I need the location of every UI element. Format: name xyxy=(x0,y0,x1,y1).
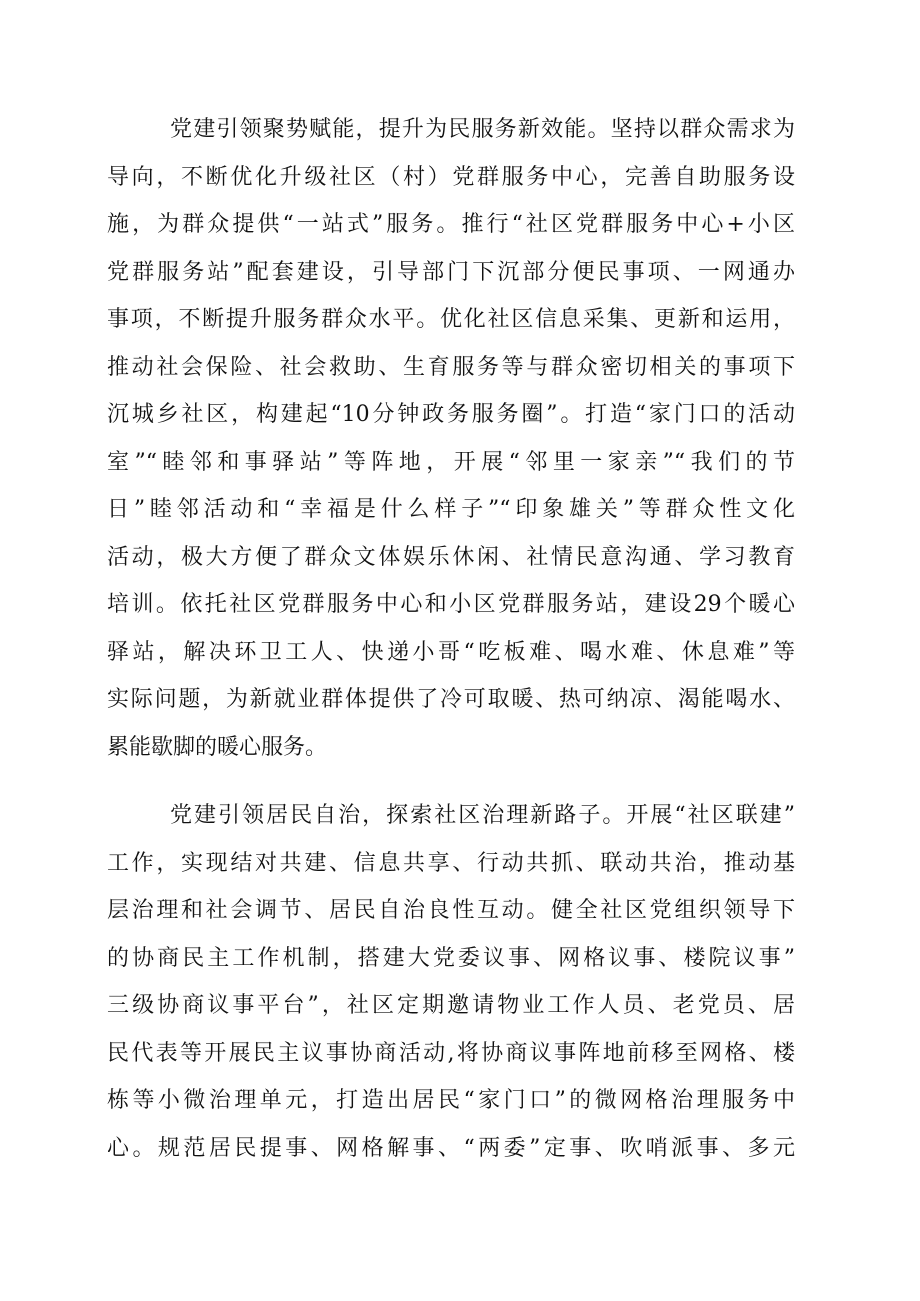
paragraph-service-efficiency xyxy=(107,106,795,771)
text-line: 党建引领聚势赋能，提升为民服务新效能。坚持以群众需求为 xyxy=(170,117,795,142)
text-line: 心。规范居民提事、网格解事、“两委”定事、吹哨派事、多元 xyxy=(107,1135,795,1161)
text-line: 民代表等开展民主议事协商活动,将协商议事阵地前移至网格、楼 xyxy=(107,1040,795,1066)
text-line: 室”“睦邻和事驿站”等阵地，开展“邻里一家亲”“我们的节 xyxy=(107,449,795,475)
text-line: 活动，极大方便了群众文体娱乐休闲、社情民意沟通、学习教育 xyxy=(107,544,795,570)
paragraph-resident-autonomy xyxy=(107,792,795,1172)
text-line: 事项，不断提升服务群众水平。优化社区信息采集、更新和运用， xyxy=(107,307,795,332)
text-line: 驿站，解决环卫工人、快递小哥“吃板难、喝水难、休息难”等 xyxy=(107,639,795,665)
text-line: 党建引领居民自治，探索社区治理新路子。开展“社区联建” xyxy=(170,803,795,828)
text-line: 栋等小微治理单元，打造出居民“家门口”的微网格治理服务中 xyxy=(107,1088,795,1113)
text-line: 导向，不断优化升级社区（村）党群服务中心，完善自助服务设 xyxy=(107,164,795,190)
text-line: 层治理和社会调节、居民自治良性互动。健全社区党组织领导下 xyxy=(107,898,795,923)
text-line: 实际问题，为新就业群体提供了冷可取暖、热可纳凉、渴能喝水、 xyxy=(107,687,795,712)
text-line: 培训。依托社区党群服务中心和小区党群服务站，建设29个暖心 xyxy=(107,592,795,617)
text-line: 沉城乡社区，构建起“10分钟政务服务圈”。打造“家门口的活动 xyxy=(107,402,795,427)
text-line: 工作，实现结对共建、信息共享、行动共抓、联动共治，推动基 xyxy=(107,850,795,876)
text-line: 推动社会保险、社会救助、生育服务等与群众密切相关的事项下 xyxy=(107,354,795,380)
text-line: 党群服务站”配套建设，引导部门下沉部分便民事项、一网通办 xyxy=(107,259,795,285)
text-line: 三级协商议事平台”，社区定期邀请物业工作人员、老党员、居 xyxy=(107,993,795,1018)
text-line: 日”睦邻活动和“幸福是什么样子”“印象雄关”等群众性文化 xyxy=(107,497,795,522)
text-line: 的协商民主工作机制，搭建大党委议事、网格议事、楼院议事” xyxy=(107,945,795,971)
text-line: 累能歇脚的暖心服务。 xyxy=(107,734,328,760)
text-line: 施，为群众提供“一站式”服务。推行“社区党群服务中心+小区 xyxy=(107,212,795,237)
